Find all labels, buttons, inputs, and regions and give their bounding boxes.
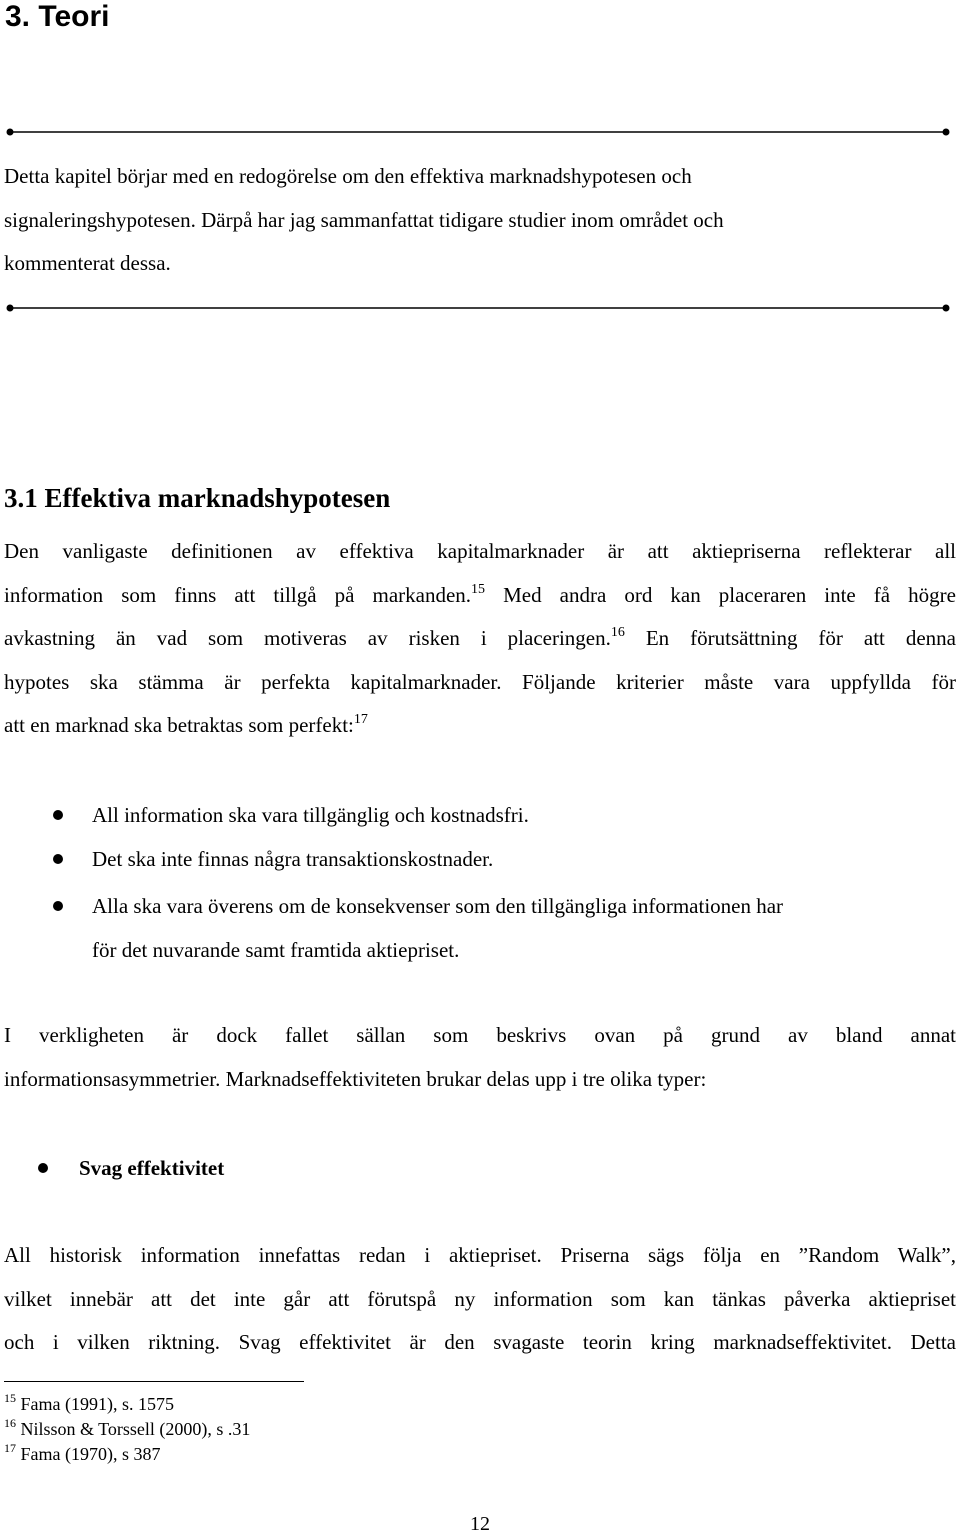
paragraph-line: och i vilken riktning. Svag effektivitet är den svagaste teorin kring marknadseffektivitet. Detta xyxy=(4,1330,956,1354)
footnote-number: 15 xyxy=(4,1391,16,1405)
chapter-title: 3. Teori xyxy=(5,0,110,33)
footnote xyxy=(4,1442,250,1467)
footnote-ref-17: 17 xyxy=(353,712,368,727)
list-item xyxy=(0,885,960,972)
paragraph-line: I verkligheten är dock fallet sällan som beskrivs ovan på grund av bland annat xyxy=(4,1023,956,1047)
line-text: avkastning än vad som motiveras av risken i placeringen. xyxy=(4,626,611,650)
bullet-icon xyxy=(53,901,63,911)
footnote-separator xyxy=(4,1381,304,1382)
list-item-text: All information ska vara tillgänglig och kostnadsfri. xyxy=(92,803,529,827)
list-item xyxy=(0,794,960,838)
criteria-list xyxy=(0,794,960,972)
bullet-icon xyxy=(53,810,63,820)
line-text: Med andra ord kan placeraren inte få högre xyxy=(485,582,956,607)
footnote-text: Nilsson & Torssell (2000), s .31 xyxy=(20,1419,251,1439)
bullet-icon xyxy=(38,1163,48,1173)
bullet-icon xyxy=(53,854,63,864)
section-heading: 3.1 Effektiva marknadshypotesen xyxy=(4,483,391,513)
footnote-number: 17 xyxy=(4,1441,16,1455)
line-text: att en marknad ska betraktas som perfekt: xyxy=(4,713,354,737)
footnote-ref-16: 16 xyxy=(610,625,625,640)
intro-line: signaleringshypotesen. Därpå har jag sammanfattat tidigare studier inom området och xyxy=(4,207,724,232)
section-paragraph-2 xyxy=(4,1014,956,1101)
line-text: information som finns att tillgå på markanden. xyxy=(4,582,472,607)
footnote-text: Fama (1970), s 387 xyxy=(20,1444,161,1464)
paragraph-line: vilket innebär att det inte går att förutspå ny information som kan tänkas påverka aktiepriset xyxy=(4,1286,956,1311)
bottom-divider-rule xyxy=(6,302,950,314)
subheading: Svag effektivitet xyxy=(79,1156,225,1180)
top-divider-rule xyxy=(6,126,950,138)
footnote-number: 16 xyxy=(4,1416,16,1430)
paragraph-line: hypotes ska stämma är perfekta kapitalmarknader. Följande kriterier måste vara uppfyllda för xyxy=(4,669,956,694)
footnote-text: Fama (1991), s. 1575 xyxy=(20,1394,174,1414)
paragraph-line: Den vanligaste definitionen av effektiva kapitalmarknader är att aktiepriserna reflekterar all xyxy=(4,539,956,563)
paragraph-line xyxy=(4,574,956,618)
paragraph-line: informationsasymmetrier. Marknadseffektiviteten brukar delas upp i tre olika typer: xyxy=(4,1066,707,1091)
paragraph-line xyxy=(4,617,956,661)
intro-line: kommenterat dessa. xyxy=(4,251,171,275)
list-item-text: Det ska inte finnas några transaktionskostnader. xyxy=(92,846,494,871)
footnote xyxy=(4,1417,250,1442)
paragraph-line: All historisk information innefattas redan i aktiepriset. Priserna sägs följa en ”Random Walk”, xyxy=(4,1243,956,1267)
footnotes xyxy=(4,1392,250,1467)
footnote xyxy=(4,1392,250,1417)
intro-line: Detta kapitel börjar med en redogörelse om den effektiva marknadshypotesen och xyxy=(4,164,692,188)
paragraph-line xyxy=(4,704,956,748)
page-number: 12 xyxy=(470,1513,490,1535)
list-item-text: för det nuvarande samt framtida aktiepriset. xyxy=(92,937,460,962)
line-text: En förutsättning för att denna xyxy=(624,626,956,650)
footnote-ref-15: 15 xyxy=(471,581,486,597)
section-paragraph-1 xyxy=(4,530,956,748)
list-item-text: Alla ska vara överens om de konsekvenser som den tillgängliga informationen har xyxy=(92,894,784,918)
list-item xyxy=(0,838,960,882)
intro-paragraph xyxy=(4,155,956,286)
section-paragraph-3 xyxy=(4,1234,956,1365)
